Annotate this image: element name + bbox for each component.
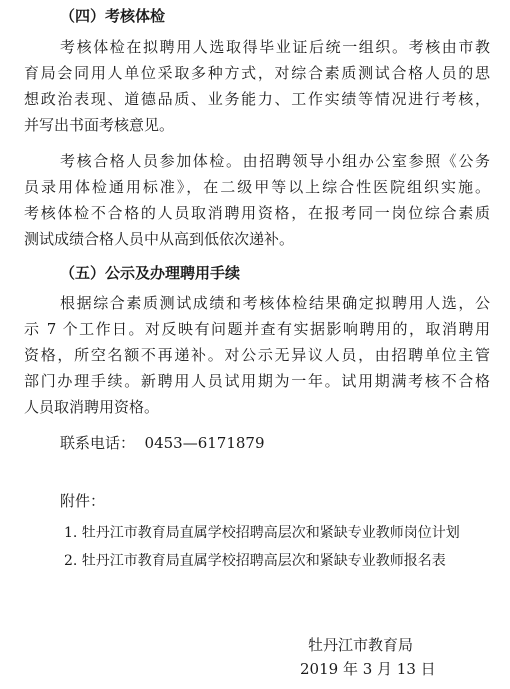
paragraph-line: 示 7 个工作日。对反映有问题并查有实据影响聘用的，取消聘用 <box>24 320 490 338</box>
signature-org: 牡丹江市教育局 <box>308 636 414 654</box>
paragraph-line: 并写出书面考核意见。 <box>24 116 175 134</box>
paragraph-line: 人员取消聘用资格。 <box>24 398 160 416</box>
attachments-label: 附件： <box>60 492 106 510</box>
paragraph-line: 想政治表现、道德品质、业务能力、工作实绩等情况进行考核， <box>24 90 490 108</box>
attachment-item: 2. 牡丹江市教育局直属学校招聘高层次和紧缺专业教师报名表 <box>64 553 446 569</box>
paragraph-line: 考核体检不合格的人员取消聘用资格，在报考同一岗位综合素质 <box>24 204 490 222</box>
section-4-heading: （四）考核体检 <box>60 7 166 25</box>
attachment-item: 1. 牡丹江市教育局直属学校招聘高层次和紧缺专业教师岗位计划 <box>64 525 460 541</box>
contact-phone: 联系电话： 0453—6171879 <box>60 434 265 452</box>
paragraph-line: 考核体检在拟聘用人选取得毕业证后统一组织。考核由市教 <box>60 38 490 56</box>
paragraph-line: 育局会同用人单位采取多种方式，对综合素质测试合格人员的思 <box>24 64 490 82</box>
paragraph-line: 资格，所空名额不再递补。对公示无异议人员，由招聘单位主管 <box>24 346 490 364</box>
section-5-heading: （五）公示及办理聘用手续 <box>60 264 241 282</box>
paragraph-line: 根据综合素质测试成绩和考核体检结果确定拟聘用人选，公 <box>60 294 490 312</box>
paragraph-line: 部门办理手续。新聘用人员试用期为一年。试用期满考核不合格 <box>24 372 490 390</box>
paragraph-line: 测试成绩合格人员中从高到低依次递补。 <box>24 230 295 248</box>
paragraph-line: 考核合格人员参加体检。由招聘领导小组办公室参照《公务 <box>60 152 490 170</box>
paragraph-line: 员录用体检通用标准》，在二级甲等以上综合性医院组织实施。 <box>24 178 490 196</box>
signature-date: 2019 年 3 月 13 日 <box>300 660 436 678</box>
